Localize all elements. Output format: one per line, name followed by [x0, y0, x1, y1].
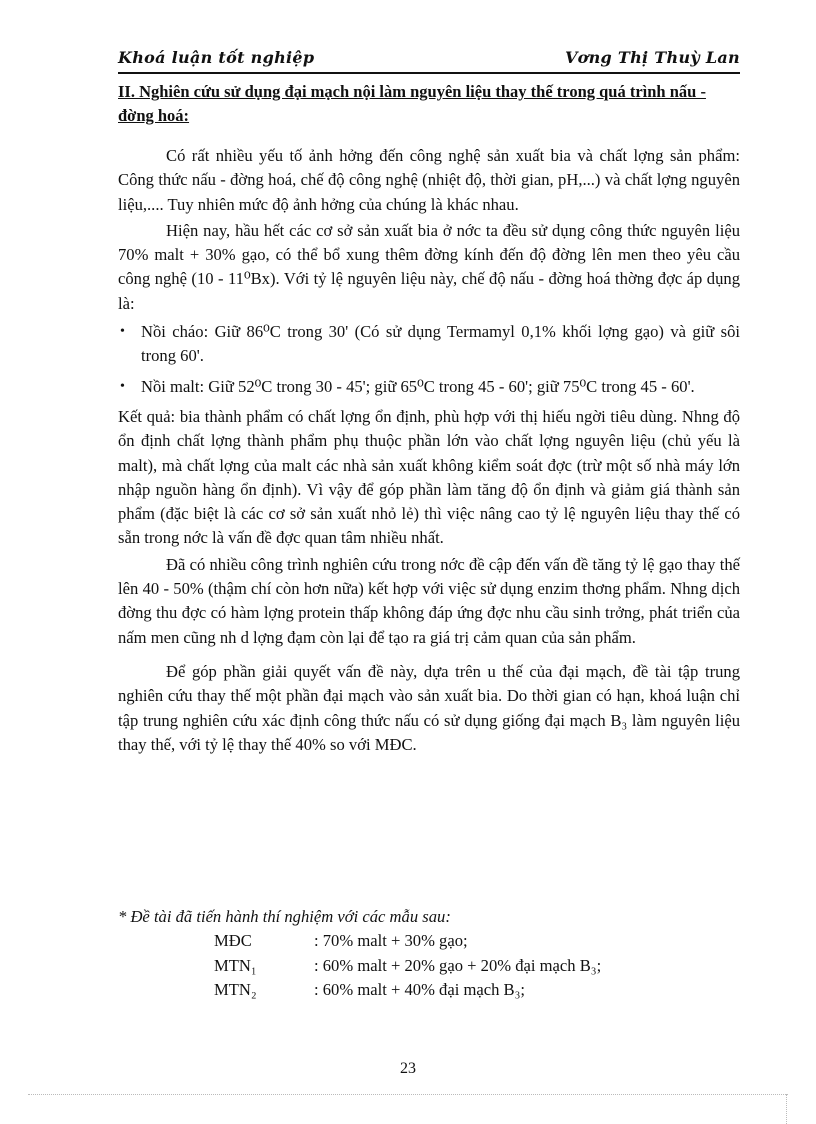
- mashing-regime-list: [118, 320, 740, 399]
- header-thesis-label: Khoá luận tốt nghiệp: [118, 48, 315, 67]
- paragraph-1: Có rất nhiều yếu tố ảnh hởng đến công nghệ sản xuất bia và chất lợng sản phẩm: Công thức nấu - đờng hoá, chế độ công nghệ (nhiệt độ, thời gian, pH,...) và chất lợng nguyên liệu,.... Tuy nhiên mức độ ảnh hởng của chúng là khác nhau.: [118, 146, 740, 214]
- paragraph-5: Để góp phần giải quyết vấn đề này, dựa trên u thế của đại mạch, đề tài tập trung nghiên cứu thay thế một phần đại mạch vào sản xuất bia. Do thời gian có hạn, khoá luận chỉ tập trung nghiên cứu xác định công thức nấu có sử dụng giống đại mạch B₃ làm nguyên liệu thay thế, với tỷ lệ thay thế 40% so với MĐC.: [118, 661, 740, 754]
- body-text: [118, 144, 740, 757]
- paragraph-3: Kết quả: bia thành phẩm có chất lợng ổn định, phù hợp với thị hiếu ngời tiêu dùng. Nhng độ ổn định chất lợng thành phẩm phụ thuộc phần lớn vào chất lợng nguyên liệu (chủ yếu là malt), mà chất lợng của malt các nhà sản xuất không kiểm soát đợc (trừ một số nhà máy lớn nhập nguồn hàng ổn định). Vì vậy để góp phần làm tăng độ ổn định và giảm giá thành sản phẩm (đặc biệt là các cơ sở sản xuất nhỏ lẻ) thì việc nâng cao tỷ lệ nguyên liệu thay thế có sẵn trong nớc là vấn đề đợc quan tâm nhiều nhất.: [118, 406, 740, 548]
- page-header: [118, 46, 740, 74]
- sample-formula: : 70% malt + 30% gạo;: [314, 931, 468, 951]
- sample-code: MTN₂: [214, 979, 257, 999]
- section-title: II. Nghiên cứu sử dụng đại mạch nội làm nguyên liệu thay thế trong quá trình nấu - đờng hoá:: [118, 82, 706, 125]
- sample-row: [214, 954, 740, 978]
- page-divider: [28, 1094, 788, 1095]
- bullet-icon: •: [120, 378, 125, 394]
- page-divider-vertical: [786, 1094, 787, 1124]
- page-number: 23: [400, 1060, 416, 1077]
- sample-row: [214, 929, 740, 953]
- list-item-text: Nồi cháo: Giữ 86⁰C trong 30' (Có sử dụng Termamyl 0,1% khối lợng gạo) và giữ sôi trong 60'.: [141, 322, 740, 366]
- sample-formula: : 60% malt + 20% gạo + 20% đại mạch B₃;: [314, 955, 602, 975]
- list-item: [118, 320, 740, 369]
- note-title: * Đề tài đã tiến hành thí nghiệm với các mẫu sau:: [118, 907, 451, 926]
- header-author-name: Vơng Thị Thuỳ Lan: [564, 48, 740, 67]
- paragraph-2: Hiện nay, hầu hết các cơ sở sản xuất bia ở nớc ta đều sử dụng công thức nguyên liệu 70% malt + 30% gạo, có thể bổ xung thêm đờng kính đến độ đờng lên men theo yêu cầu công nghệ (10 - 11⁰Bx). Với tỷ lệ nguyên liệu này, chế độ nấu - đờng hoá thờng đợc áp dụng là:: [118, 220, 740, 313]
- paragraph-4: Đã có nhiều công trình nghiên cứu trong nớc đề cập đến vấn đề tăng tỷ lệ gạo thay thế lên 40 - 50% (thậm chí còn hơn nữa) kết hợp với việc sử dụng enzim thơng phẩm. Nhng dịch đờng thu đợc có hàm lợng protein thấp không đáp ứng đợc nhu cầu sinh trởng, phát triển của nấm men cũng nh d lợng đạm còn lại để tạo ra giá trị cảm quan của sản phẩm.: [118, 554, 740, 647]
- sample-code: MĐC: [214, 931, 252, 951]
- sample-formula: : 60% malt + 40% đại mạch B₃;: [314, 979, 526, 999]
- list-item-text: Nồi malt: Giữ 52⁰C trong 30 - 45'; giữ 65⁰C trong 45 - 60'; giữ 75⁰C trong 45 - 60'.: [141, 376, 695, 396]
- sample-row: [214, 978, 740, 1002]
- list-item: [118, 375, 740, 399]
- bullet-icon: •: [120, 324, 125, 340]
- experiment-note: [118, 905, 740, 1002]
- sample-code: MTN₁: [214, 955, 257, 975]
